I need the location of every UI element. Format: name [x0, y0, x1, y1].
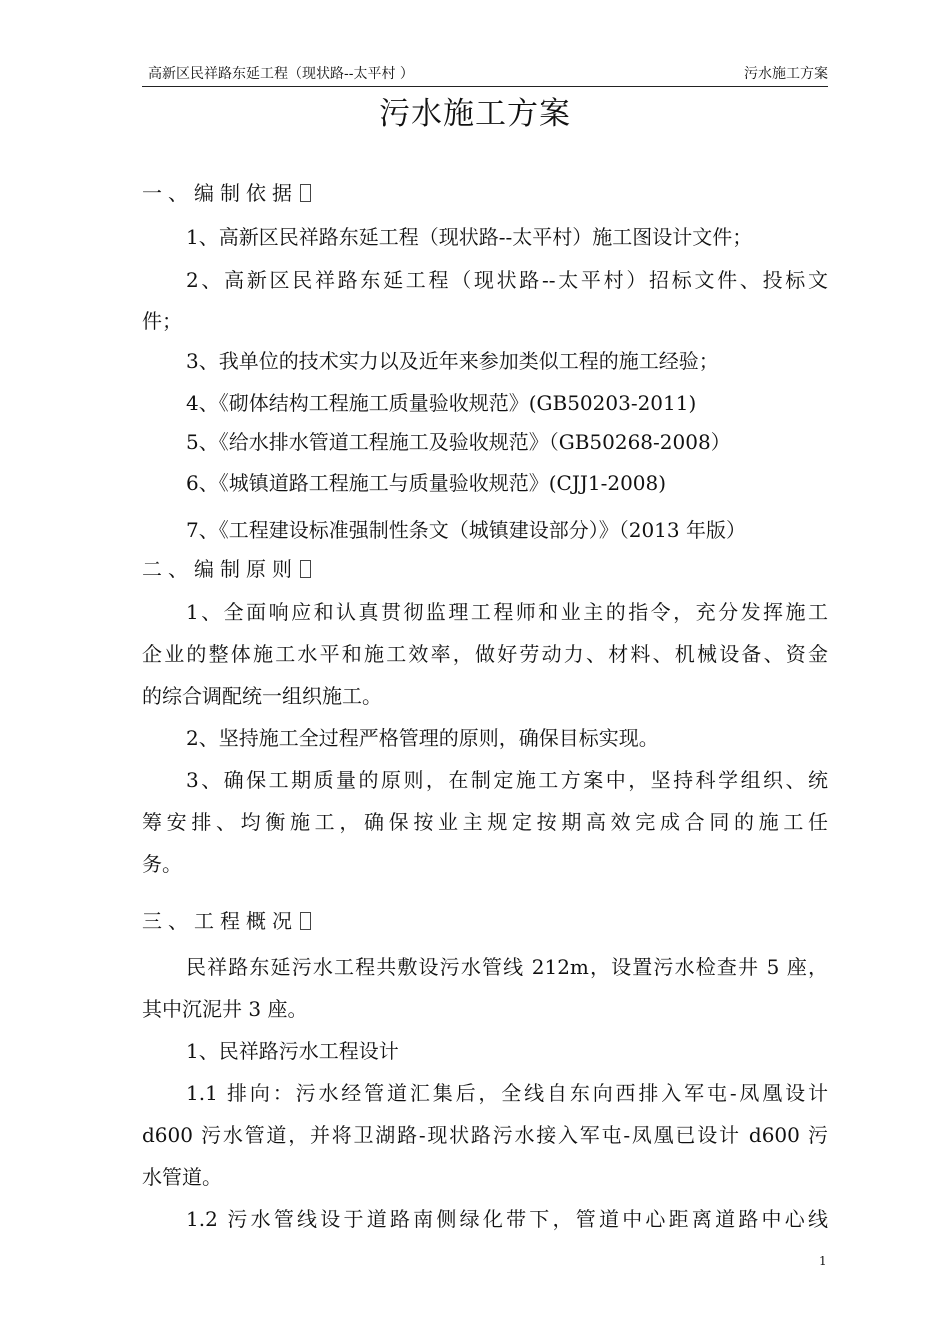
basis-item: 1、高新区民祥路东延工程（现状路--太平村）施工图设计文件；: [186, 225, 753, 249]
basis-item-continuation: 件；: [142, 309, 182, 333]
overview-line: 水管道。: [142, 1165, 222, 1189]
basis-item: 6、《城镇道路工程施工与质量验收规范》(CJJ1-2008): [186, 471, 667, 495]
page-number: 1: [819, 1254, 827, 1268]
missing-glyph-icon: [300, 184, 311, 202]
page-header: [142, 64, 828, 87]
missing-glyph-icon: [300, 560, 311, 578]
principles-line: 1、全面响应和认真贯彻监理工程师和业主的指令，充分发挥施工: [186, 600, 828, 624]
section-heading-principles: 二、编制原则: [142, 555, 311, 583]
overview-line: 其中沉泥井 3 座。: [142, 997, 308, 1021]
header-project-name: 高新区民祥路东延工程（现状路--太平村 ）: [148, 66, 414, 82]
document-title: 污水施工方案: [379, 96, 571, 132]
overview-line: 1.1 排向：污水经管道汇集后，全线自东向西排入军屯-凤凰设计: [186, 1081, 828, 1105]
basis-item: 3、我单位的技术实力以及近年来参加类似工程的施工经验；: [186, 349, 719, 373]
principles-line: 企业的整体施工水平和施工效率，做好劳动力、材料、机械设备、资金: [142, 642, 828, 666]
overview-line: 1、民祥路污水工程设计: [186, 1039, 399, 1063]
basis-item: 2、高新区民祥路东延工程（现状路--太平村）招标文件、投标文: [186, 268, 828, 292]
header-doc-title: 污水施工方案: [744, 66, 828, 82]
principles-line: 3、确保工期质量的原则，在制定施工方案中，坚持科学组织、统: [186, 768, 828, 792]
section-heading-basis: 一、编制依据: [142, 179, 311, 207]
overview-line: 民祥路东延污水工程共敷设污水管线 212m，设置污水检查井 5 座，: [186, 955, 828, 979]
section-heading-overview: 三、工程概况: [142, 907, 311, 935]
basis-item: 7、《工程建设标准强制性条文（城镇建设部分）》（2013 年版）: [186, 518, 746, 542]
basis-item: 5、《给水排水管道工程施工及验收规范》（GB50268-2008）: [186, 430, 731, 454]
missing-glyph-icon: [300, 912, 311, 930]
overview-line: 1.2 污水管线设于道路南侧绿化带下，管道中心距离道路中心线: [186, 1207, 828, 1231]
principles-line: 的综合调配统一组织施工。: [142, 684, 382, 708]
principles-line: 2、坚持施工全过程严格管理的原则，确保目标实现。: [186, 726, 659, 750]
principles-line: 筹安排、均衡施工，确保按业主规定按期高效完成合同的施工任: [142, 810, 828, 834]
overview-line: d600 污水管道，并将卫湖路-现状路污水接入军屯-凤凰已设计 d600 污: [142, 1123, 828, 1147]
basis-item: 4、《砌体结构工程施工质量验收规范》(GB50203-2011): [186, 391, 697, 415]
principles-line: 务。: [142, 852, 182, 876]
